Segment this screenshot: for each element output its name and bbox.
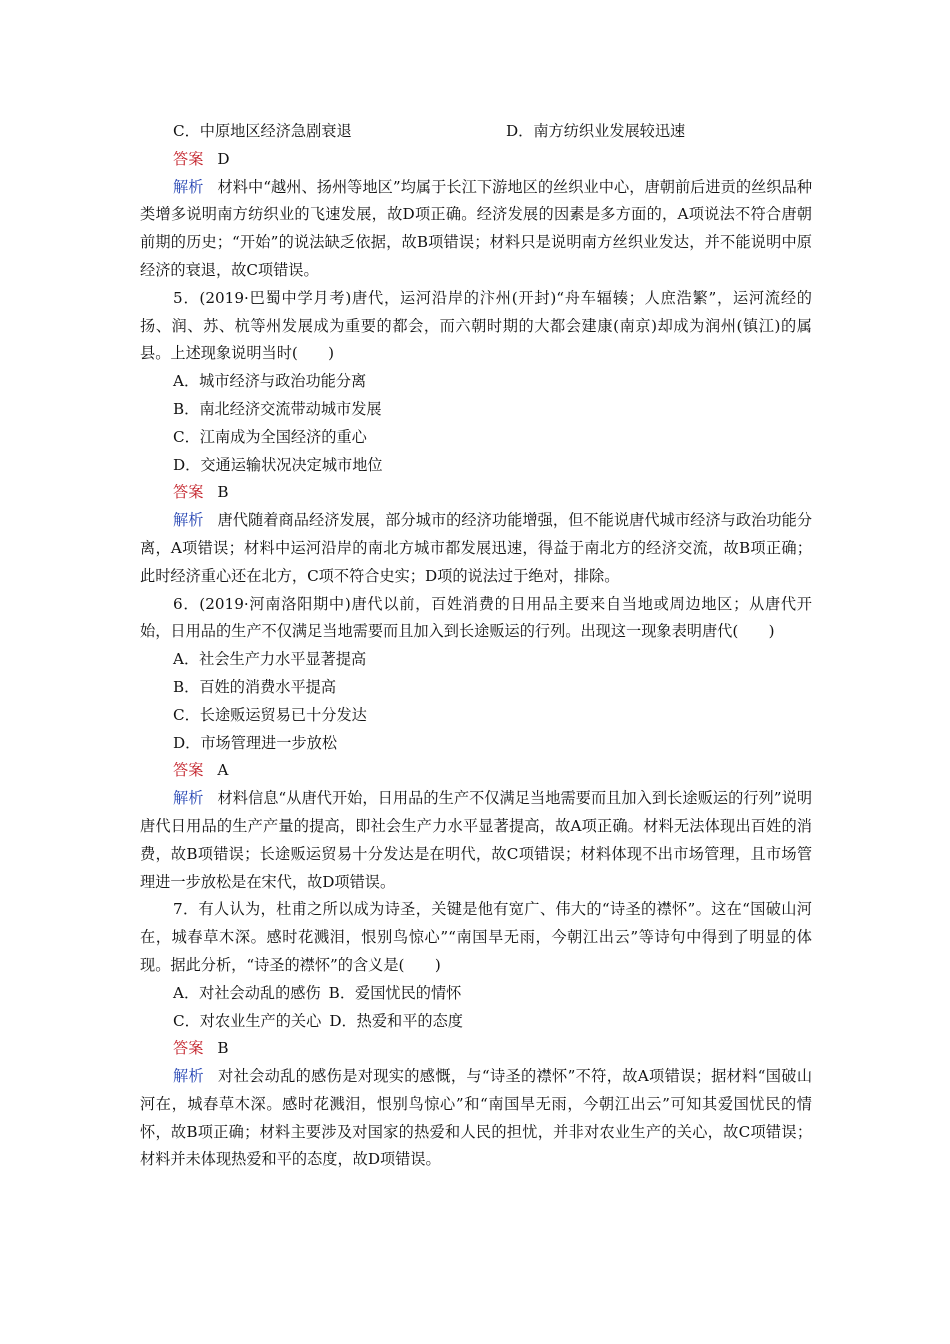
analysis-label: 解析 — [173, 511, 204, 530]
answer-label: 答案 — [173, 149, 204, 168]
question-5-option-b: B．南北经济交流带动城市发展 — [173, 399, 382, 418]
question-5-analysis — [140, 507, 812, 590]
analysis-text: 对社会动乱的感伤是对现实的感慨，与“诗圣的襟怀”不符，故A项错误；据材料“国破山河在，城春草木深。感时花溅泪，恨别鸟惊心”和“南国旱无雨，今朝江出云”可知其爱国忧民的情怀，故B项正确；材料主要涉及对国家的热爱和人民的担忧，并非对农业生产的关心，故C项错误；材料并未体现热爱和平的态度，故D项错误。 — [140, 1067, 813, 1169]
question-6-answer-line — [140, 757, 812, 785]
analysis-label: 解析 — [173, 789, 204, 808]
question-6-option-d: D．市场管理进一步放松 — [173, 733, 338, 752]
answer-value: B — [217, 483, 229, 502]
question-5-option-a: A．城市经济与政治功能分离 — [173, 372, 367, 391]
question-7-stem: 7．有人认为，杜甫之所以成为诗圣，关键是他有宽广、伟大的“诗圣的襟怀”。这在“国破山河在，城春草木深。感时花溅泪，恨别鸟惊心”“南国旱无雨，今朝江出云”等诗句中得到了明显的体现。据此分析，“诗圣的襟怀”的含义是( ) — [140, 900, 812, 974]
question-7-option-a: A．对社会动乱的感伤 — [173, 983, 321, 1002]
answer-label: 答案 — [173, 483, 204, 502]
question-5-option-c: C．江南成为全国经济的重心 — [173, 427, 367, 446]
question-7-option-b: B．爱国忧民的情怀 — [328, 983, 462, 1002]
answer-value: A — [217, 761, 229, 780]
option-row-cd — [140, 118, 812, 146]
question-6-option-b: B．百姓的消费水平提高 — [173, 677, 337, 696]
analysis-text: 唐代随着商品经济发展，部分城市的经济功能增强，但不能说唐代城市经济与政治功能分离，A项错误；材料中运河沿岸的南北方城市都发展迅速，得益于南北方的经济交流，故B项正确；此时经济重心还在北方，C项不符合史实；D项的说法过于绝对，排除。 — [140, 511, 813, 585]
answer-value: B — [217, 1039, 229, 1058]
answer-label: 答案 — [173, 761, 204, 780]
question-5-stem: 5．(2019·巴蜀中学月考)唐代，运河沿岸的汴州(开封)“舟车辐辏；人庶浩繁”，运河流经的扬、润、苏、杭等州发展成为重要的都会，而六朝时期的大都会建康(南京)却成为润州(镇江)的属县。上述现象说明当时( ) — [140, 288, 812, 363]
question-5-option-d: D．交通运输状况决定城市地位 — [173, 455, 383, 474]
question-7-options-ab — [140, 980, 812, 1008]
analysis-paragraph — [140, 174, 812, 285]
question-6-analysis — [140, 785, 812, 896]
option-d: D．南方纺织业发展较迅速 — [506, 122, 686, 140]
answer-label: 答案 — [173, 1039, 204, 1058]
question-6-option-c: C．长途贩运贸易已十分发达 — [173, 705, 367, 724]
question-7-options-cd — [140, 1008, 812, 1036]
analysis-text: 材料中“越州、扬州等地区”均属于长江下游地区的丝织业中心，唐朝前后进贡的丝织品种类增多说明南方纺织业的飞速发展，故D项正确。经济发展的因素是多方面的，A项说法不符合唐朝前期的历史；“开始”的说法缺乏依据，故B项错误；材料只是说明南方丝织业发达，并不能说明中原经济的衰退，故C项错误。 — [140, 177, 813, 279]
option-c: C．中原地区经济急剧衰退 — [173, 122, 352, 140]
document-page — [140, 118, 812, 1174]
question-5-answer-line — [140, 479, 812, 507]
analysis-text: 材料信息“从唐代开始，日用品的生产不仅满足当地需要而且加入到长途贩运的行列”说明唐代日用品的生产产量的提高，即社会生产力水平显著提高，故A项正确。材料无法体现出百姓的消费，故B项错误；长途贩运贸易十分发达是在明代，故C项错误；材料体现不出市场管理，且市场管理进一步放松是在宋代，故D项错误。 — [140, 789, 813, 891]
question-7-analysis — [140, 1063, 812, 1174]
question-6-option-a: A．社会生产力水平显著提高 — [173, 650, 367, 669]
question-7-option-d: D．热爱和平的态度 — [329, 1011, 463, 1030]
question-7-option-c: C．对农业生产的关心 — [173, 1011, 322, 1030]
answer-line — [140, 146, 812, 174]
analysis-label: 解析 — [173, 1067, 205, 1086]
question-6-stem: 6．(2019·河南洛阳期中)唐代以前，百姓消费的日用品主要来自当地或周边地区；从唐代开始，日用品的生产不仅满足当地需要而且加入到长途贩运的行列。出现这一现象表明唐代( ) — [140, 594, 812, 641]
analysis-label: 解析 — [173, 177, 204, 196]
answer-value: D — [217, 149, 230, 168]
question-7-answer-line — [140, 1035, 812, 1063]
